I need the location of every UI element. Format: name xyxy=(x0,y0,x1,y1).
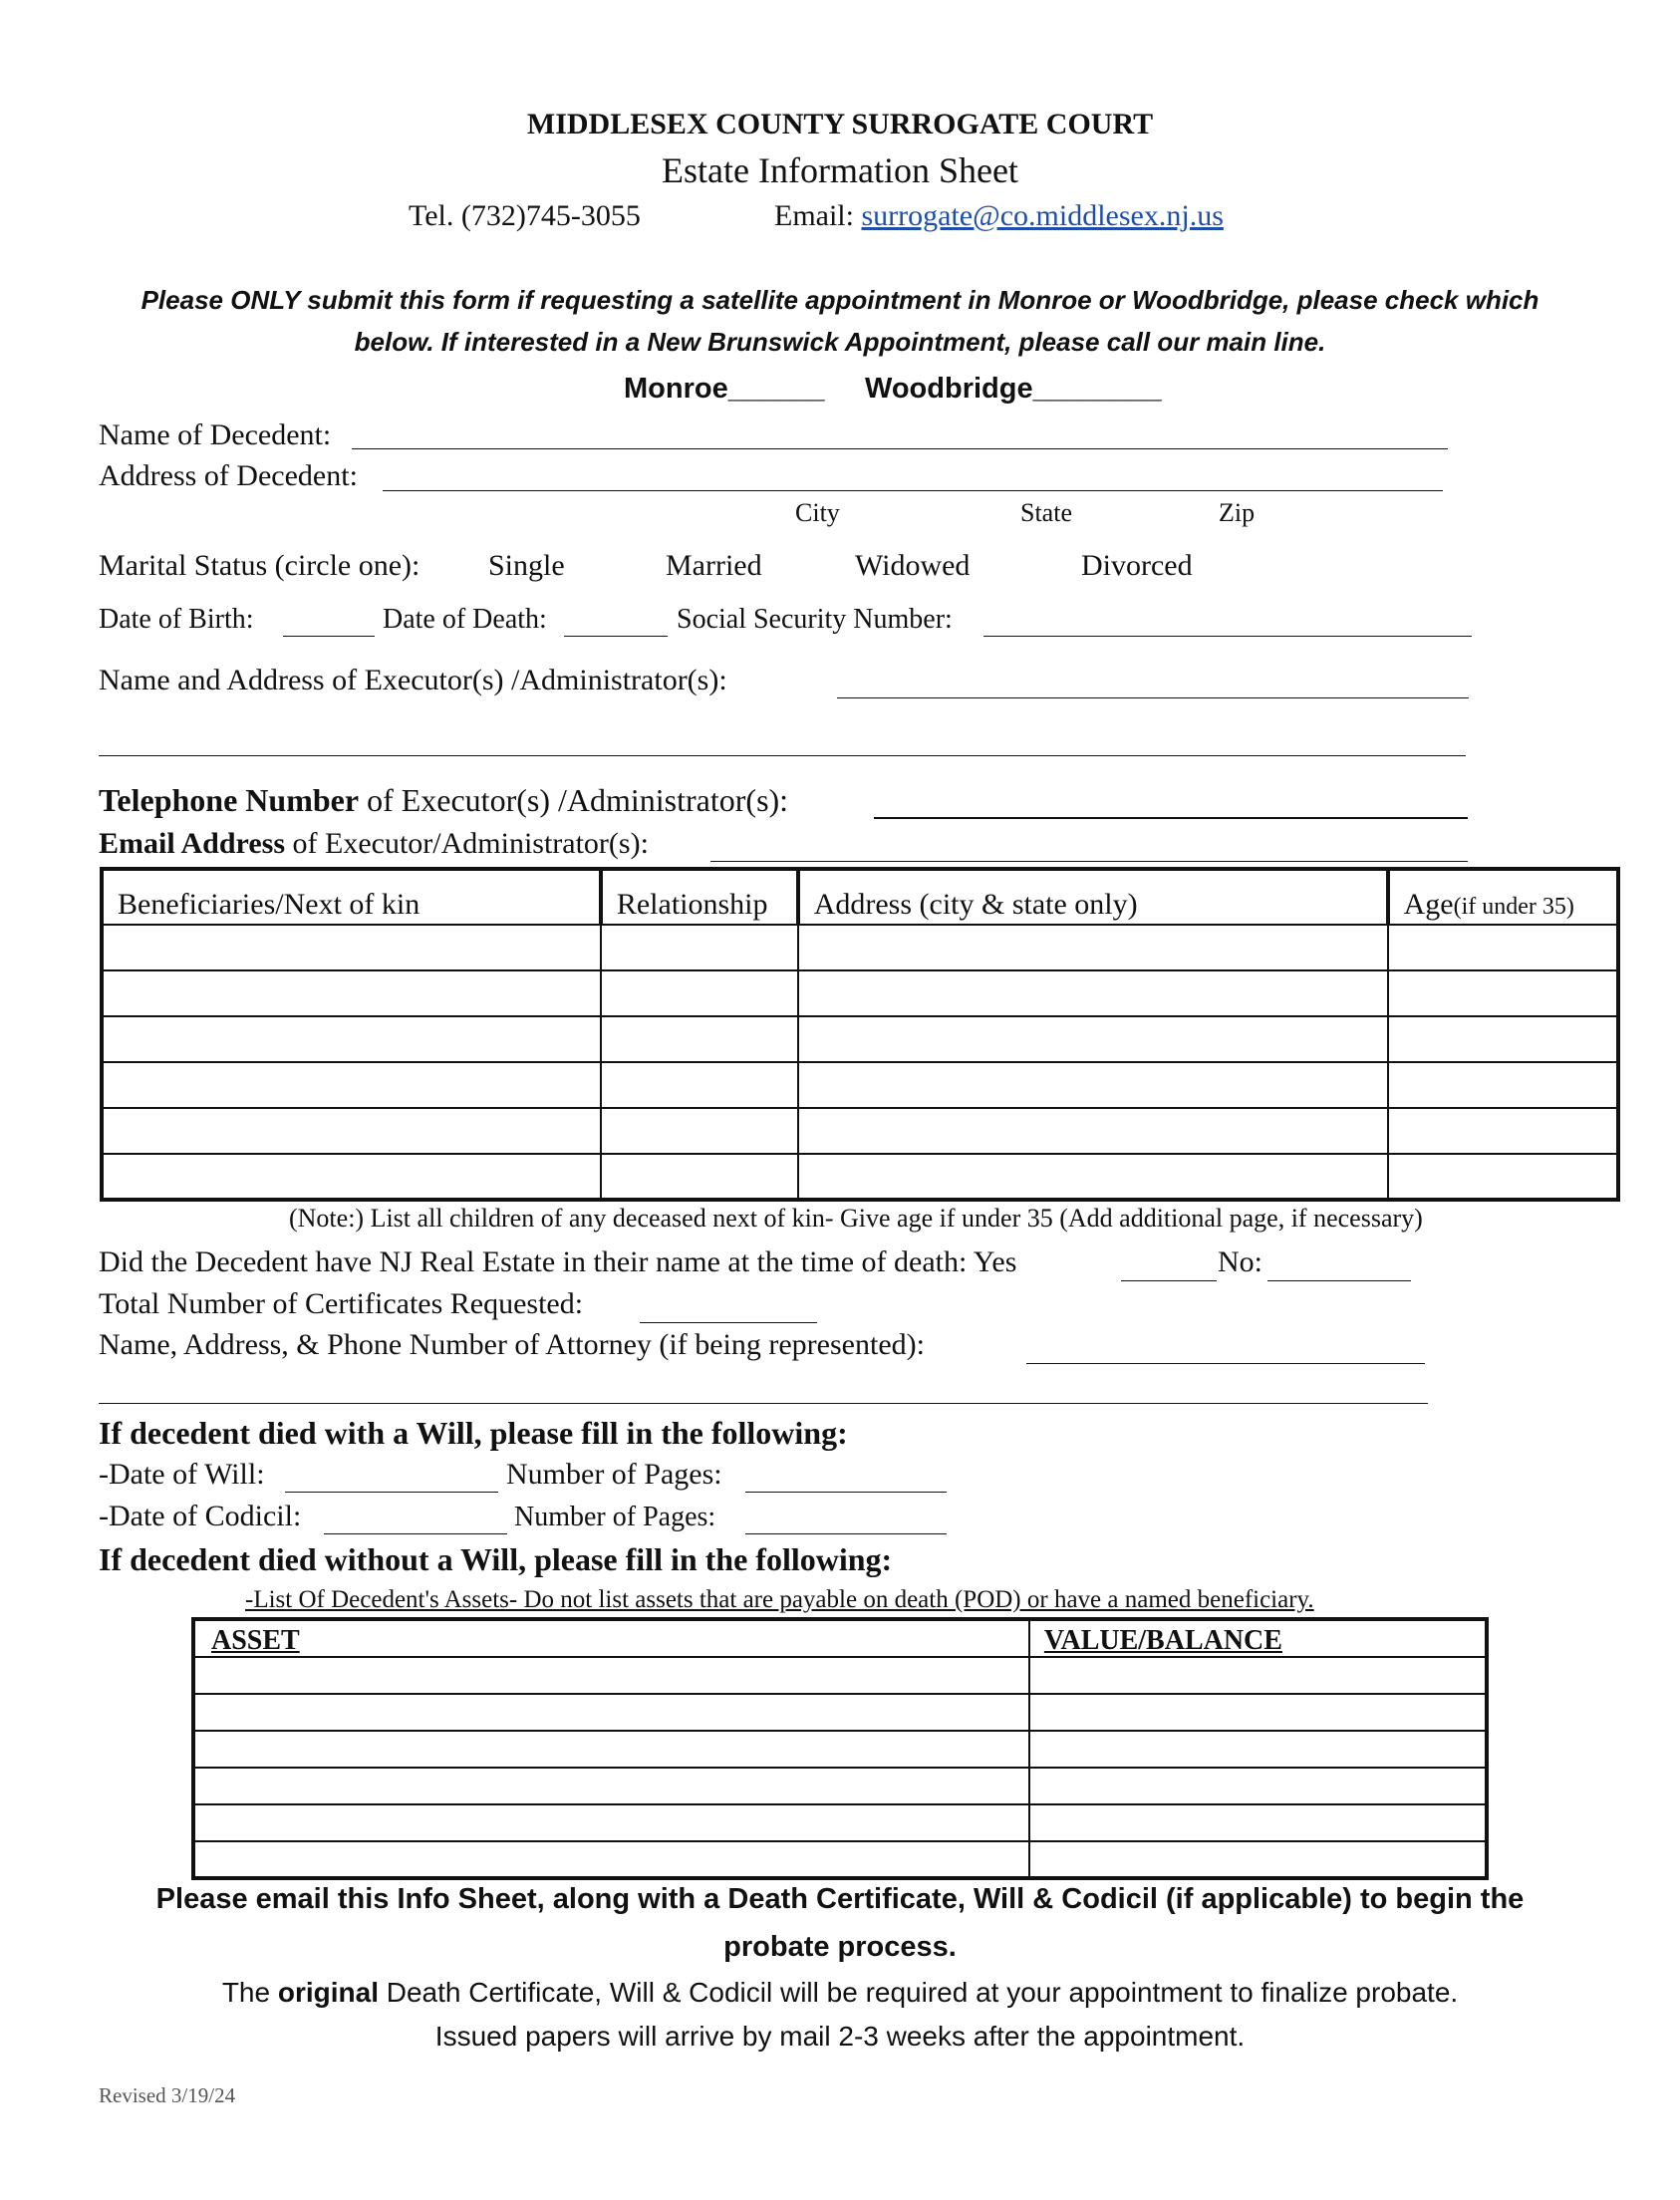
table-cell[interactable] xyxy=(102,1062,601,1108)
table-cell[interactable] xyxy=(1388,925,1618,970)
dob-field[interactable] xyxy=(283,636,375,637)
codicil-pages-field[interactable] xyxy=(745,1533,947,1534)
footer-line-4: Issued papers will arrive by mail 2-3 weeks after the appointment. xyxy=(434,2021,1246,2052)
real-estate-no-label: No: xyxy=(1218,1245,1262,1278)
table-cell[interactable] xyxy=(798,1108,1388,1154)
decedent-name-label: Name of Decedent: xyxy=(99,418,332,451)
table-row xyxy=(102,1154,1618,1200)
col-age xyxy=(1388,869,1618,925)
will-pages-label: Number of Pages: xyxy=(506,1458,722,1491)
notice-line-1: Please ONLY submit this form if requesting a satellite appointment in Monroe or Woodbridge, please check which xyxy=(140,285,1540,315)
telephone: Tel. (732)745-3055 xyxy=(409,199,641,232)
footer-line-3 xyxy=(0,1977,1680,2009)
attorney-field-2[interactable] xyxy=(99,1403,1428,1404)
table-cell[interactable] xyxy=(1029,1768,1487,1804)
table-cell[interactable] xyxy=(1388,1016,1618,1062)
marital-status-label: Marital Status (circle one): xyxy=(99,549,420,582)
marital-option-widowed[interactable]: Widowed xyxy=(855,549,971,582)
table-row xyxy=(102,1062,1618,1108)
decedent-address-label: Address of Decedent: xyxy=(99,459,358,492)
table-cell[interactable] xyxy=(1029,1804,1487,1841)
notice-line-2: below. If interested in a New Brunswick Appointment, please call our main line. xyxy=(354,327,1326,357)
date-of-will-label: -Date of Will: xyxy=(99,1458,265,1491)
table-cell[interactable] xyxy=(193,1768,1029,1804)
table-cell[interactable] xyxy=(193,1731,1029,1768)
codicil-pages-label: Number of Pages: xyxy=(514,1502,716,1532)
table-cell[interactable] xyxy=(193,1657,1029,1694)
table-row xyxy=(102,970,1618,1016)
marital-option-married[interactable]: Married xyxy=(666,549,762,582)
table-cell[interactable] xyxy=(102,1154,601,1200)
table-cell[interactable] xyxy=(1388,1062,1618,1108)
attorney-field[interactable] xyxy=(1026,1363,1425,1364)
table-row xyxy=(193,1841,1487,1878)
footer-line-3-pre: The xyxy=(221,1977,278,2008)
table-cell[interactable] xyxy=(1029,1694,1487,1731)
marital-option-divorced[interactable]: Divorced xyxy=(1081,549,1193,582)
table-row xyxy=(193,1804,1487,1841)
decedent-name-field[interactable] xyxy=(352,448,1448,449)
dob-label: Date of Birth: xyxy=(99,604,254,635)
city-label: City xyxy=(795,498,840,527)
table-cell[interactable] xyxy=(102,1108,601,1154)
real-estate-no-field[interactable] xyxy=(1267,1280,1411,1281)
will-pages-field[interactable] xyxy=(745,1492,947,1493)
footer-line-2: probate process. xyxy=(723,1931,957,1963)
table-row xyxy=(193,1694,1487,1731)
executor-email-label-rest: of Executor/Administrator(s): xyxy=(285,827,649,860)
executor-phone-label-bold: Telephone Number xyxy=(99,782,360,818)
col-asset: ASSET xyxy=(193,1619,1029,1657)
table-cell[interactable] xyxy=(601,1108,798,1154)
beneficiaries-header-row xyxy=(102,869,1618,925)
monroe-option[interactable]: Monroe______ xyxy=(624,373,825,405)
executor-phone-field[interactable] xyxy=(874,817,1468,819)
table-cell[interactable] xyxy=(1388,1154,1618,1200)
table-cell[interactable] xyxy=(798,1016,1388,1062)
table-row xyxy=(102,1016,1618,1062)
col-address: Address (city & state only) xyxy=(798,869,1388,925)
table-cell[interactable] xyxy=(1388,1108,1618,1154)
woodbridge-option[interactable]: Woodbridge________ xyxy=(865,373,1162,405)
email-link[interactable]: surrogate@co.middlesex.nj.us xyxy=(861,199,1224,232)
table-row xyxy=(102,925,1618,970)
form-title: Estate Information Sheet xyxy=(662,150,1018,190)
email-label: Email: xyxy=(774,199,854,232)
table-cell[interactable] xyxy=(102,970,601,1016)
decedent-address-field[interactable] xyxy=(383,490,1443,491)
executor-phone-label xyxy=(99,782,788,819)
attorney-label: Name, Address, & Phone Number of Attorney (if being represented): xyxy=(99,1328,925,1361)
executor-phone-label-rest: of Executor(s) /Administrator(s): xyxy=(359,782,789,818)
table-cell[interactable] xyxy=(601,1062,798,1108)
table-cell[interactable] xyxy=(601,1154,798,1200)
executor-email-field[interactable] xyxy=(710,861,1468,862)
assets-table xyxy=(191,1617,1489,1880)
assets-header-row xyxy=(193,1619,1487,1657)
court-name: MIDDLESEX COUNTY SURROGATE COURT xyxy=(526,108,1154,140)
footer-line-3-post: Death Certificate, Will & Codicil will be required at your appointment to finalize probate. xyxy=(378,1977,1459,2008)
table-cell[interactable] xyxy=(798,1062,1388,1108)
executor-name-address-label: Name and Address of Executor(s) /Administrator(s): xyxy=(99,664,727,696)
beneficiaries-table xyxy=(100,867,1620,1202)
table-cell[interactable] xyxy=(193,1694,1029,1731)
table-row xyxy=(193,1768,1487,1804)
date-of-codicil-label: -Date of Codicil: xyxy=(99,1500,302,1532)
footer-line-1: Please email this Info Sheet, along with a Death Certificate, Will & Codicil (if applicable) to begin the xyxy=(155,1883,1525,1915)
assets-note: -List Of Decedent's Assets- Do not list assets that are payable on death (POD) or have a named beneficiary. xyxy=(245,1586,1314,1613)
table-cell[interactable] xyxy=(193,1804,1029,1841)
table-cell[interactable] xyxy=(798,1154,1388,1200)
table-cell[interactable] xyxy=(1029,1731,1487,1768)
dod-label: Date of Death: xyxy=(383,604,547,635)
table-cell[interactable] xyxy=(102,925,601,970)
executor-name-address-field-2[interactable] xyxy=(99,755,1466,756)
certificates-label: Total Number of Certificates Requested: xyxy=(99,1287,584,1320)
no-will-heading: If decedent died without a Will, please fill in the following: xyxy=(99,1541,893,1577)
executor-email-label xyxy=(99,827,649,861)
date-of-codicil-field[interactable] xyxy=(324,1533,507,1534)
state-label: State xyxy=(1020,498,1072,527)
col-beneficiaries: Beneficiaries/Next of kin xyxy=(102,869,601,925)
footer-line-3-bold: original xyxy=(277,1977,379,2008)
beneficiaries-note: (Note:) List all children of any deceased next of kin- Give age if under 35 (Add additional page, if necessary) xyxy=(289,1204,1423,1233)
col-age-label: Age xyxy=(1403,888,1454,921)
table-cell[interactable] xyxy=(798,970,1388,1016)
table-cell[interactable] xyxy=(193,1841,1029,1878)
col-age-note: (if under 35) xyxy=(1453,894,1574,920)
table-cell[interactable] xyxy=(601,925,798,970)
revised-date: Revised 3/19/24 xyxy=(99,2083,236,2107)
table-row xyxy=(193,1657,1487,1694)
table-row xyxy=(193,1731,1487,1768)
certificates-field[interactable] xyxy=(640,1322,817,1323)
dod-field[interactable] xyxy=(564,636,668,637)
table-cell[interactable] xyxy=(798,925,1388,970)
ssn-label: Social Security Number: xyxy=(677,604,953,635)
table-cell[interactable] xyxy=(601,1016,798,1062)
date-of-will-field[interactable] xyxy=(285,1492,498,1493)
table-cell[interactable] xyxy=(1029,1841,1487,1878)
real-estate-yes-field[interactable] xyxy=(1121,1280,1217,1281)
email-row xyxy=(774,199,1224,233)
real-estate-label: Did the Decedent have NJ Real Estate in their name at the time of death: Yes xyxy=(99,1245,1017,1278)
table-cell[interactable] xyxy=(1029,1657,1487,1694)
col-value-balance: VALUE/BALANCE xyxy=(1029,1619,1487,1657)
table-cell[interactable] xyxy=(1388,970,1618,1016)
executor-name-address-field[interactable] xyxy=(837,697,1469,698)
table-cell[interactable] xyxy=(102,1016,601,1062)
col-relationship: Relationship xyxy=(601,869,798,925)
marital-option-single[interactable]: Single xyxy=(488,549,565,582)
table-cell[interactable] xyxy=(601,970,798,1016)
ssn-field[interactable] xyxy=(983,636,1472,637)
executor-email-label-bold: Email Address xyxy=(99,827,285,860)
will-heading: If decedent died with a Will, please fill in the following: xyxy=(99,1415,848,1451)
zip-label: Zip xyxy=(1219,498,1256,527)
table-row xyxy=(102,1108,1618,1154)
